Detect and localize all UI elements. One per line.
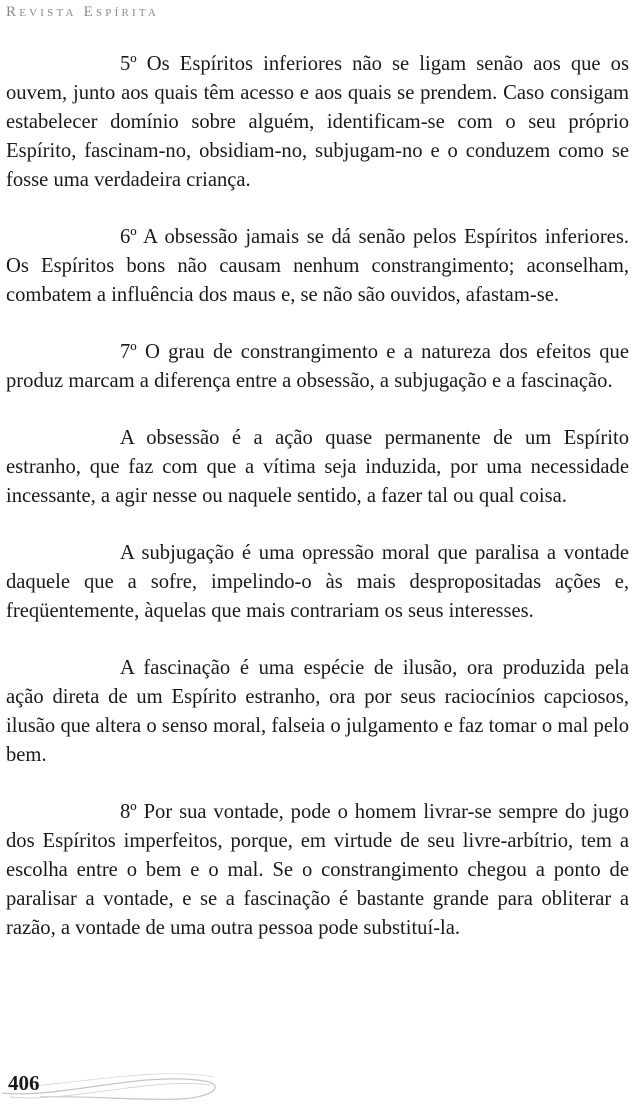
paragraph-subjugation: A subjugação é uma opressão moral que paralisa a vontade daquele que a sofre, impelindo-o às mais despropositadas ações e, freqüentemente, àquelas que mais contrariam os seus interesses.	[6, 542, 629, 622]
running-header: Revista Espírita	[6, 4, 160, 20]
paragraph-5: 5º Os Espíritos inferiores não se ligam senão aos que os ouvem, junto aos quais têm acesso e aos quais se prendem. Caso consigam estabelecer domínio sobre alguém, identificam-se com o seu próprio Espírito, fascinam-no, obsidiam-no, subjugam-no e o conduzem como se fosse uma verdadeira criança.	[6, 53, 629, 191]
page-footer	[0, 1063, 635, 1107]
paragraph-obsession: A obsessão é a ação quase permanente de um Espírito estranho, que faz com que a vítima seja induzida, por uma necessidade incessante, a agir nesse ou naquele sentido, a fazer tal ou qual coisa.	[6, 427, 629, 507]
paragraph-6: 6º A obsessão jamais se dá senão pelos Espíritos inferiores. Os Espíritos bons não causam nenhum constrangimento; aconselham, combatem a influência dos maus e, se não são ouvidos, afastam-se.	[6, 226, 629, 306]
page-number: 406	[8, 1071, 40, 1095]
paragraph-7: 7º O grau de constrangimento e a natureza dos efeitos que produz marcam a diferença entre a obsessão, a subjugação e a fascinação.	[6, 341, 629, 392]
footer-swoosh-ornament	[0, 1063, 635, 1107]
paragraph-fascination: A fascinação é uma espécie de ilusão, ora produzida pela ação direta de um Espírito estranho, ora por seus raciocínios capciosos, ilusão que altera o senso moral, falseia o julgamento e faz tomar o mal pelo bem.	[6, 657, 629, 766]
paragraph-8: 8º Por sua vontade, pode o homem livrar-se sempre do jugo dos Espíritos imperfeitos, porque, em virtude de seu livre-arbítrio, tem a escolha entre o bem e o mal. Se o constrangimento chegou a ponto de paralisar a vontade, e se a fascinação é bastante grande para obliterar a razão, a vontade de uma outra pessoa pode substituí-la.	[6, 801, 629, 939]
page-body	[6, 50, 629, 971]
